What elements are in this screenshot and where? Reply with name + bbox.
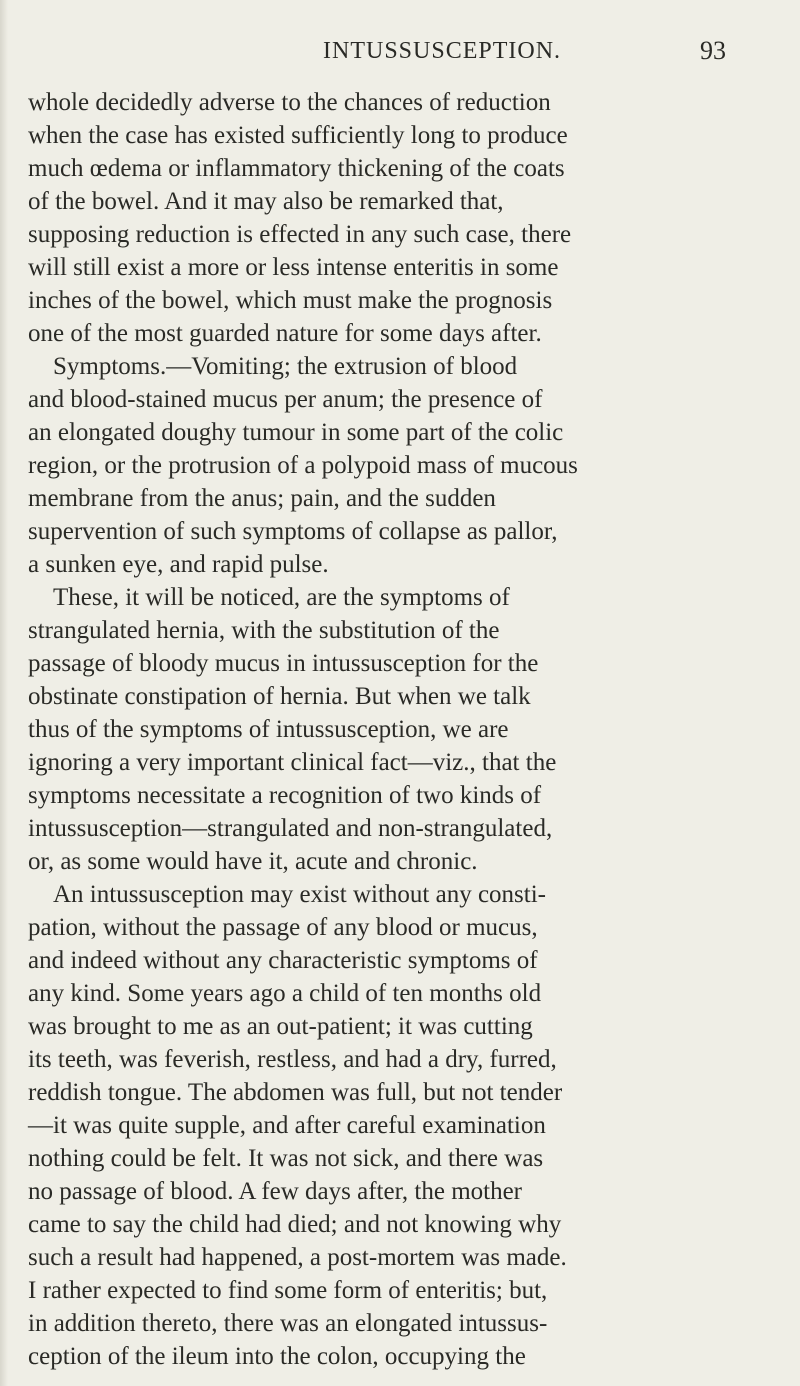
text-line: such a result had happened, a post-mortem was made. <box>28 1244 567 1271</box>
text-line: I rather expected to find some form of enteritis; but, <box>28 1277 548 1304</box>
text-line: nothing could be felt. It was not sick, and there was <box>28 1145 544 1172</box>
text-line: an elongated doughy tumour in some part of the colic <box>28 419 564 446</box>
text-line: a sunken eye, and rapid pulse. <box>28 551 329 578</box>
text-line: whole decidedly adverse to the chances of reduction <box>28 89 551 116</box>
running-head <box>0 38 800 78</box>
text-line: —it was quite supple, and after careful examination <box>28 1112 546 1139</box>
page-number: 93 <box>700 36 726 65</box>
text-line: region, or the protrusion of a polypoid mass of mucous <box>28 452 578 479</box>
page-binding-edge <box>0 0 8 1386</box>
text-line: membrane from the anus; pain, and the sudden <box>28 485 496 512</box>
text-line: ignoring a very important clinical fact—viz., that the <box>28 749 557 776</box>
text-line: obstinate constipation of hernia. But when we talk <box>28 683 531 710</box>
text-line: when the case has existed sufficiently long to produce <box>28 122 568 149</box>
text-line: any kind. Some years ago a child of ten months old <box>28 980 542 1007</box>
text-line: much œdema or inflammatory thickening of the coats <box>28 155 565 182</box>
running-title: INTUSSUSCEPTION. <box>323 38 562 64</box>
text-line: and indeed without any characteristic symptoms of <box>28 947 538 974</box>
text-line: thus of the symptoms of intussusception, we are <box>28 716 509 743</box>
text-line: inches of the bowel, which must make the prognosis <box>28 287 553 314</box>
text-line: its teeth, was feverish, restless, and had a dry, furred, <box>28 1046 557 1073</box>
paragraph-start-line: These, it will be noticed, are the symptoms of <box>53 584 510 611</box>
paragraph-start-line: An intussusception may exist without any consti- <box>53 881 547 908</box>
text-line: pation, without the passage of any blood or mucus, <box>28 914 538 941</box>
text-line: strangulated hernia, with the substitution of the <box>28 617 500 644</box>
text-line: or, as some would have it, acute and chronic. <box>28 848 478 875</box>
text-line: came to say the child had died; and not knowing why <box>28 1211 562 1238</box>
text-line: passage of bloody mucus in intussusception for the <box>28 650 539 677</box>
text-line: in addition thereto, there was an elongated intussus- <box>28 1310 548 1337</box>
paragraph-start-line: Symptoms.—Vomiting; the extrusion of blood <box>53 353 518 380</box>
text-line: intussusception—strangulated and non-strangulated, <box>28 815 553 842</box>
text-line: and blood-stained mucus per anum; the presence of <box>28 386 543 413</box>
text-line: supervention of such symptoms of collapse as pallor, <box>28 518 558 545</box>
text-line: ception of the ileum into the colon, occupying the <box>28 1343 526 1370</box>
text-line: no passage of blood. A few days after, the mother <box>28 1178 523 1205</box>
text-line: reddish tongue. The abdomen was full, but not tender <box>28 1079 563 1106</box>
text-line: will still exist a more or less intense enteritis in some <box>28 254 559 281</box>
text-line: of the bowel. And it may also be remarked that, <box>28 188 504 215</box>
text-line: supposing reduction is effected in any such case, there <box>28 221 572 248</box>
text-line: symptoms necessitate a recognition of two kinds of <box>28 782 542 809</box>
text-line: was brought to me as an out-patient; it was cutting <box>28 1013 533 1040</box>
text-line: one of the most guarded nature for some days after. <box>28 320 542 347</box>
